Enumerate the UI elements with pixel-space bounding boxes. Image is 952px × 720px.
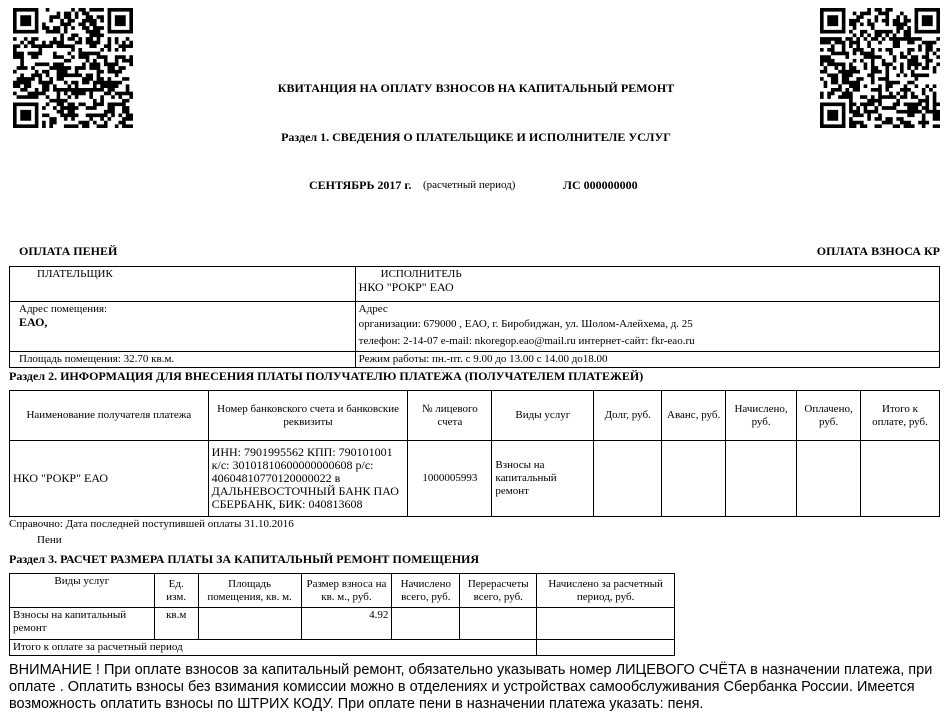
calc-total-label: Итого к оплате за расчетный период [10, 640, 537, 656]
header-bank-details: Номер банковского счета и банковские реквизиты [208, 391, 408, 441]
header-services: Виды услуг [492, 391, 594, 441]
calc-unit: кв.м [154, 608, 198, 640]
payment-recipient-table [9, 390, 940, 517]
last-payment-reference: Справочно: Дата последней поступившей оплаты 31.10.2016 [9, 518, 294, 530]
org-contacts: телефон: 2-14-07 e-mail: nkoregop.eao@mail.ru интернет-сайт: fkr-eao.ru [358, 335, 695, 347]
bank-details: ИНН: 7901995562 КПП: 790101001 к/с: 30101810600000000608 р/с: 40604810770120000022 в ДАЛЬНЕВОСТОЧНЫЙ БАНК ПАО СБЕРБАНК, БИК: 040813608 [208, 441, 408, 517]
calc-header-area: Площадь помещения, кв. м. [198, 574, 301, 608]
paid-value [797, 441, 861, 517]
calc-header-rate: Размер взноса на кв. м., руб. [301, 574, 392, 608]
calculation-table [9, 573, 675, 656]
header-paid: Оплачено, руб. [797, 391, 861, 441]
billing-period-note: (расчетный период) [423, 179, 516, 191]
service-type: Взносы на капитальный ремонт [492, 441, 594, 517]
payer-executor-table [9, 266, 940, 368]
calc-charged [392, 608, 460, 640]
calc-period-charged [537, 608, 675, 640]
recipient-account: 1000005993 [408, 441, 492, 517]
receipt-title: КВИТАНЦИЯ НА ОПЛАТУ ВЗНОСОВ НА КАПИТАЛЬНЫЙ РЕМОНТ [277, 81, 675, 95]
charged-value [726, 441, 797, 517]
hours-cell [355, 352, 939, 368]
address-label: Адрес помещения: [19, 303, 108, 315]
billing-period: СЕНТЯБРЬ 2017 г. [309, 178, 412, 192]
payer-cell [10, 267, 356, 302]
org-address-label: Адрес [358, 303, 388, 315]
table-row [10, 608, 675, 640]
section2-title: Раздел 2. ИНФОРМАЦИЯ ДЛЯ ВНЕСЕНИЯ ПЛАТЫ ПОЛУЧАТЕЛЮ ПЛАТЕЖА (ПОЛУЧАТЕЛЕМ ПЛАТЕЖЕЙ) [9, 369, 644, 383]
section1-title: Раздел 1. СВЕДЕНИЯ О ПЛАТЕЛЬЩИКЕ И ИСПОЛНИТЕЛЕ УСЛУГ [281, 130, 671, 144]
advance-value [662, 441, 726, 517]
penalty-payment-label: ОПЛАТА ПЕНЕЙ [19, 244, 118, 258]
executor-label: ИСПОЛНИТЕЛЬ [380, 268, 462, 280]
contribution-payment-label: ОПЛАТА ВЗНОСА КР [816, 244, 940, 258]
calc-header-service: Виды услуг [10, 574, 155, 608]
header-charged: Начислено, руб. [726, 391, 797, 441]
address-cell [10, 302, 356, 352]
calc-rate: 4.92 [301, 608, 392, 640]
calc-total-value [537, 640, 675, 656]
org-address: организации: 679000 , ЕАО, г. Биробиджан, ул. Шолом-Алейхема, д. 25 [358, 318, 693, 330]
header-account: № лицевого счета [408, 391, 492, 441]
debt-value [594, 441, 662, 517]
penalties-label: Пени [37, 534, 62, 546]
account-number: ЛС 000000000 [563, 178, 638, 192]
header-total: Итого к оплате, руб. [861, 391, 940, 441]
calc-header-period-charged: Начислено за расчетный период, руб. [537, 574, 675, 608]
calc-recalc [460, 608, 537, 640]
address-value: ЕАО, [19, 315, 48, 329]
calc-service: Взносы на капитальный ремонт [10, 608, 155, 640]
executor-cell [355, 267, 939, 302]
premises-area: Площадь помещения: 32.70 кв.м. [19, 353, 175, 365]
payer-label: ПЛАТЕЛЬЩИК [37, 268, 113, 280]
calc-header-charged: Начислено всего, руб. [392, 574, 460, 608]
payment-notice: ВНИМАНИЕ ! При оплате взносов за капитальный ремонт, обязательно указывать номер ЛИЦЕВОГО СЧЁТА в назначении платежа, при оплате . Оплатить взносы без взимания комиссии можно в отделениях и устройствах самообслуживания Сбербанка России. Имеется возможность оплатить взносы по ШТРИХ КОДУ. При оплате пени в назначении платежа указать: пеня. [9, 662, 933, 712]
qr-code-left [13, 8, 133, 128]
header-recipient: Наименование получателя платежа [10, 391, 209, 441]
recipient-name: НКО "РОКР" ЕАО [10, 441, 209, 517]
total-value [861, 441, 940, 517]
header-advance: Аванс, руб. [662, 391, 726, 441]
table-row [10, 441, 940, 517]
qr-code-right [820, 8, 940, 128]
section3-title: Раздел 3. РАСЧЕТ РАЗМЕРА ПЛАТЫ ЗА КАПИТАЛЬНЫЙ РЕМОНТ ПОМЕЩЕНИЯ [9, 552, 480, 566]
calc-area [198, 608, 301, 640]
working-hours: Режим работы: пн.-пт. с 9.00 до 13.00 с 14.00 до18.00 [358, 353, 608, 365]
calc-header-recalc: Перерасчеты всего, руб. [460, 574, 537, 608]
area-cell [10, 352, 356, 368]
executor-name: НКО "РОКР" ЕАО [358, 280, 454, 294]
header-debt: Долг, руб. [594, 391, 662, 441]
org-address-cell [355, 302, 939, 352]
calc-header-unit: Ед. изм. [154, 574, 198, 608]
